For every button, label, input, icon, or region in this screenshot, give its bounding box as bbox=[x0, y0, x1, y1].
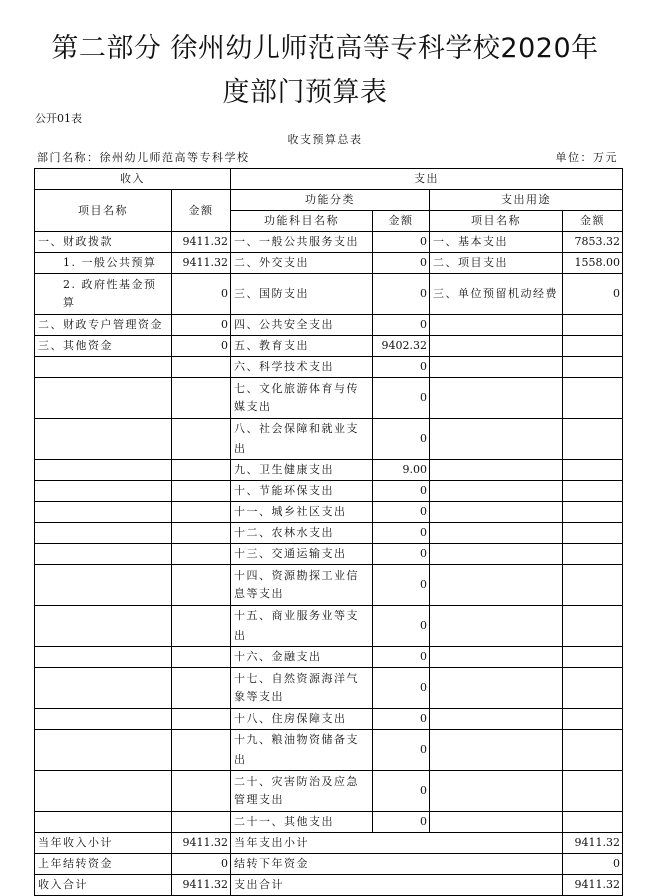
table-row bbox=[35, 502, 623, 523]
income-item-name bbox=[35, 378, 172, 419]
usage-item-name bbox=[430, 565, 563, 606]
income-item-name bbox=[35, 606, 172, 647]
income-item-amount bbox=[172, 419, 231, 460]
function-item-amount: 9402.32 bbox=[373, 336, 430, 357]
function-item-amount: 0 bbox=[373, 232, 430, 253]
income-item-name bbox=[35, 730, 172, 771]
function-item-amount: 0 bbox=[373, 357, 430, 378]
income-item-name: 2. 政府性基金预算 bbox=[35, 274, 172, 315]
function-item-amount: 0 bbox=[373, 419, 430, 460]
income-item-amount bbox=[172, 378, 231, 419]
income-item-name: 三、其他资金 bbox=[35, 336, 172, 357]
function-item-amount: 0 bbox=[373, 812, 430, 833]
income-item-amount: 0 bbox=[172, 336, 231, 357]
carry-out-label: 结转下年资金 bbox=[231, 854, 563, 875]
expense-header: 支出 bbox=[231, 169, 623, 190]
function-item-amount: 0 bbox=[373, 253, 430, 274]
function-item-amount: 0 bbox=[373, 730, 430, 771]
table-row bbox=[35, 668, 623, 709]
usage-item-amount bbox=[563, 565, 623, 606]
table-row bbox=[35, 253, 623, 274]
usage-item-amount bbox=[563, 502, 623, 523]
total-row bbox=[35, 875, 623, 896]
page-title-line2: 度部门预算表 bbox=[222, 77, 388, 108]
income-item-name bbox=[35, 523, 172, 544]
usage-item-name bbox=[430, 523, 563, 544]
function-item-name: 十五、商业服务业等支出 bbox=[231, 606, 373, 647]
usage-item-name bbox=[430, 460, 563, 481]
usage-item-header: 项目名称 bbox=[430, 211, 563, 232]
function-item-amount: 0 bbox=[373, 378, 430, 419]
usage-item-name bbox=[430, 378, 563, 419]
function-item-name: 九、卫生健康支出 bbox=[231, 460, 373, 481]
usage-item-amount bbox=[563, 730, 623, 771]
table-row bbox=[35, 357, 623, 378]
table-row bbox=[35, 812, 623, 833]
function-item-name: 十九、粮油物资储备支出 bbox=[231, 730, 373, 771]
function-item-name: 二十一、其他支出 bbox=[231, 812, 373, 833]
income-item-name bbox=[35, 460, 172, 481]
income-item-amount bbox=[172, 481, 231, 502]
function-item-name: 五、教育支出 bbox=[231, 336, 373, 357]
income-item-amount bbox=[172, 460, 231, 481]
expense-total-amount: 9411.32 bbox=[563, 875, 623, 896]
usage-item-name: 二、项目支出 bbox=[430, 253, 563, 274]
function-item-name: 十七、自然资源海洋气象等支出 bbox=[231, 668, 373, 709]
table-row bbox=[35, 523, 623, 544]
department-label: 部门名称：徐州幼儿师范高等专科学校 bbox=[37, 151, 250, 164]
usage-item-name bbox=[430, 502, 563, 523]
usage-item-amount bbox=[563, 419, 623, 460]
table-row bbox=[35, 419, 623, 460]
income-item-name bbox=[35, 419, 172, 460]
function-item-name: 四、公共安全支出 bbox=[231, 315, 373, 336]
function-item-name: 三、国防支出 bbox=[231, 274, 373, 315]
budget-summary-table bbox=[34, 168, 623, 896]
usage-item-amount bbox=[563, 668, 623, 709]
income-item-amount bbox=[172, 544, 231, 565]
income-item-amount bbox=[172, 771, 231, 812]
income-item-name bbox=[35, 709, 172, 730]
function-item-amount: 0 bbox=[373, 544, 430, 565]
function-item-amount: 0 bbox=[373, 274, 430, 315]
usage-item-name bbox=[430, 771, 563, 812]
income-item-name: 二、财政专户管理资金 bbox=[35, 315, 172, 336]
table-row bbox=[35, 771, 623, 812]
usage-item-amount: 7853.32 bbox=[563, 232, 623, 253]
usage-item-name bbox=[430, 336, 563, 357]
unit-label: 单位：万元 bbox=[555, 151, 618, 164]
header-row-1 bbox=[35, 169, 623, 190]
table-row bbox=[35, 460, 623, 481]
income-item-name bbox=[35, 357, 172, 378]
header-row-2 bbox=[35, 190, 623, 211]
usage-amount-header: 金额 bbox=[563, 211, 623, 232]
function-item-name: 十二、农林水支出 bbox=[231, 523, 373, 544]
usage-item-amount bbox=[563, 357, 623, 378]
income-subtotal-amount: 9411.32 bbox=[172, 833, 231, 854]
income-item-amount bbox=[172, 523, 231, 544]
table-row bbox=[35, 647, 623, 668]
function-item-name: 二十、灾害防治及应急管理支出 bbox=[231, 771, 373, 812]
income-amount-header: 金额 bbox=[172, 190, 231, 232]
usage-item-amount bbox=[563, 481, 623, 502]
usage-item-name bbox=[430, 730, 563, 771]
income-item-amount bbox=[172, 565, 231, 606]
usage-item-amount bbox=[563, 336, 623, 357]
usage-item-name bbox=[430, 812, 563, 833]
usage-item-name: 三、单位预留机动经费 bbox=[430, 274, 563, 315]
function-item-amount: 0 bbox=[373, 565, 430, 606]
usage-item-name bbox=[430, 668, 563, 709]
usage-item-name: 一、基本支出 bbox=[430, 232, 563, 253]
function-item-name: 七、文化旅游体育与传媒支出 bbox=[231, 378, 373, 419]
form-number: 公开01表 bbox=[35, 112, 82, 125]
function-item-name: 十六、金融支出 bbox=[231, 647, 373, 668]
usage-item-name bbox=[430, 315, 563, 336]
table-row bbox=[35, 606, 623, 647]
function-item-name: 十八、住房保障支出 bbox=[231, 709, 373, 730]
function-item-name: 一、一般公共服务支出 bbox=[231, 232, 373, 253]
function-item-name: 十、节能环保支出 bbox=[231, 481, 373, 502]
function-item-name: 十四、资源勘探工业信息等支出 bbox=[231, 565, 373, 606]
table-row bbox=[35, 336, 623, 357]
income-item-amount bbox=[172, 606, 231, 647]
income-item-amount: 9411.32 bbox=[172, 232, 231, 253]
expense-total-label: 支出合计 bbox=[231, 875, 563, 896]
function-item-amount: 0 bbox=[373, 771, 430, 812]
usage-item-name bbox=[430, 647, 563, 668]
usage-item-amount: 1558.00 bbox=[563, 253, 623, 274]
expense-subtotal-label: 当年支出小计 bbox=[231, 833, 563, 854]
income-item-name bbox=[35, 544, 172, 565]
usage-item-amount bbox=[563, 647, 623, 668]
usage-item-name bbox=[430, 709, 563, 730]
function-item-name: 二、外交支出 bbox=[231, 253, 373, 274]
income-item-name bbox=[35, 481, 172, 502]
table-row bbox=[35, 544, 623, 565]
table-row bbox=[35, 709, 623, 730]
carryover-row bbox=[35, 854, 623, 875]
function-item-amount: 0 bbox=[373, 647, 430, 668]
func-class-header: 功能分类 bbox=[231, 190, 430, 211]
table-row bbox=[35, 274, 623, 315]
table-row bbox=[35, 481, 623, 502]
income-item-name bbox=[35, 668, 172, 709]
table-row bbox=[35, 730, 623, 771]
usage-item-name bbox=[430, 419, 563, 460]
income-item-amount bbox=[172, 357, 231, 378]
income-item-amount bbox=[172, 647, 231, 668]
income-item-amount: 9411.32 bbox=[172, 253, 231, 274]
usage-item-amount bbox=[563, 460, 623, 481]
usage-item-amount bbox=[563, 771, 623, 812]
function-item-name: 十一、城乡社区支出 bbox=[231, 502, 373, 523]
income-item-amount bbox=[172, 502, 231, 523]
usage-item-name bbox=[430, 357, 563, 378]
expense-subtotal-amount: 9411.32 bbox=[563, 833, 623, 854]
income-item-amount bbox=[172, 668, 231, 709]
income-subtotal-label: 当年收入小计 bbox=[35, 833, 172, 854]
income-item-name bbox=[35, 647, 172, 668]
function-item-amount: 0 bbox=[373, 709, 430, 730]
table-subtitle: 收支预算总表 bbox=[287, 133, 363, 146]
usage-item-amount: 0 bbox=[563, 274, 623, 315]
income-item-amount bbox=[172, 709, 231, 730]
function-item-amount: 0 bbox=[373, 502, 430, 523]
function-item-amount: 0 bbox=[373, 606, 430, 647]
carry-in-label: 上年结转资金 bbox=[35, 854, 172, 875]
function-item-name: 八、社会保障和就业支出 bbox=[231, 419, 373, 460]
page-title-line1: 第二部分 徐州幼儿师范高等专科学校2020年 bbox=[51, 33, 599, 64]
income-header: 收入 bbox=[35, 169, 231, 190]
usage-item-amount bbox=[563, 709, 623, 730]
income-item-name bbox=[35, 812, 172, 833]
income-total-label: 收入合计 bbox=[35, 875, 172, 896]
usage-item-name bbox=[430, 606, 563, 647]
income-item-name: 一、财政拨款 bbox=[35, 232, 172, 253]
func-amount-header: 金额 bbox=[373, 211, 430, 232]
function-item-amount: 0 bbox=[373, 481, 430, 502]
table-row bbox=[35, 315, 623, 336]
function-item-amount: 0 bbox=[373, 668, 430, 709]
table-row bbox=[35, 565, 623, 606]
income-item-header: 项目名称 bbox=[35, 190, 172, 232]
usage-item-amount bbox=[563, 315, 623, 336]
function-item-amount: 0 bbox=[373, 523, 430, 544]
function-item-amount: 9.00 bbox=[373, 460, 430, 481]
usage-item-amount bbox=[563, 544, 623, 565]
usage-item-name bbox=[430, 481, 563, 502]
table-row bbox=[35, 378, 623, 419]
function-item-amount: 0 bbox=[373, 315, 430, 336]
income-item-name bbox=[35, 565, 172, 606]
usage-item-amount bbox=[563, 606, 623, 647]
income-item-name bbox=[35, 771, 172, 812]
usage-item-amount bbox=[563, 812, 623, 833]
subtotal-row bbox=[35, 833, 623, 854]
func-item-header: 功能科目名称 bbox=[231, 211, 373, 232]
income-item-name: 1. 一般公共预算 bbox=[35, 253, 172, 274]
carry-out-amount: 0 bbox=[563, 854, 623, 875]
income-item-amount bbox=[172, 730, 231, 771]
function-item-name: 六、科学技术支出 bbox=[231, 357, 373, 378]
usage-item-amount bbox=[563, 523, 623, 544]
income-item-amount: 0 bbox=[172, 315, 231, 336]
usage-item-name bbox=[430, 544, 563, 565]
income-total-amount: 9411.32 bbox=[172, 875, 231, 896]
usage-item-amount bbox=[563, 378, 623, 419]
function-item-name: 十三、交通运输支出 bbox=[231, 544, 373, 565]
income-item-amount: 0 bbox=[172, 274, 231, 315]
income-item-name bbox=[35, 502, 172, 523]
table-row bbox=[35, 232, 623, 253]
income-item-amount bbox=[172, 812, 231, 833]
carry-in-amount: 0 bbox=[172, 854, 231, 875]
usage-header: 支出用途 bbox=[430, 190, 623, 211]
